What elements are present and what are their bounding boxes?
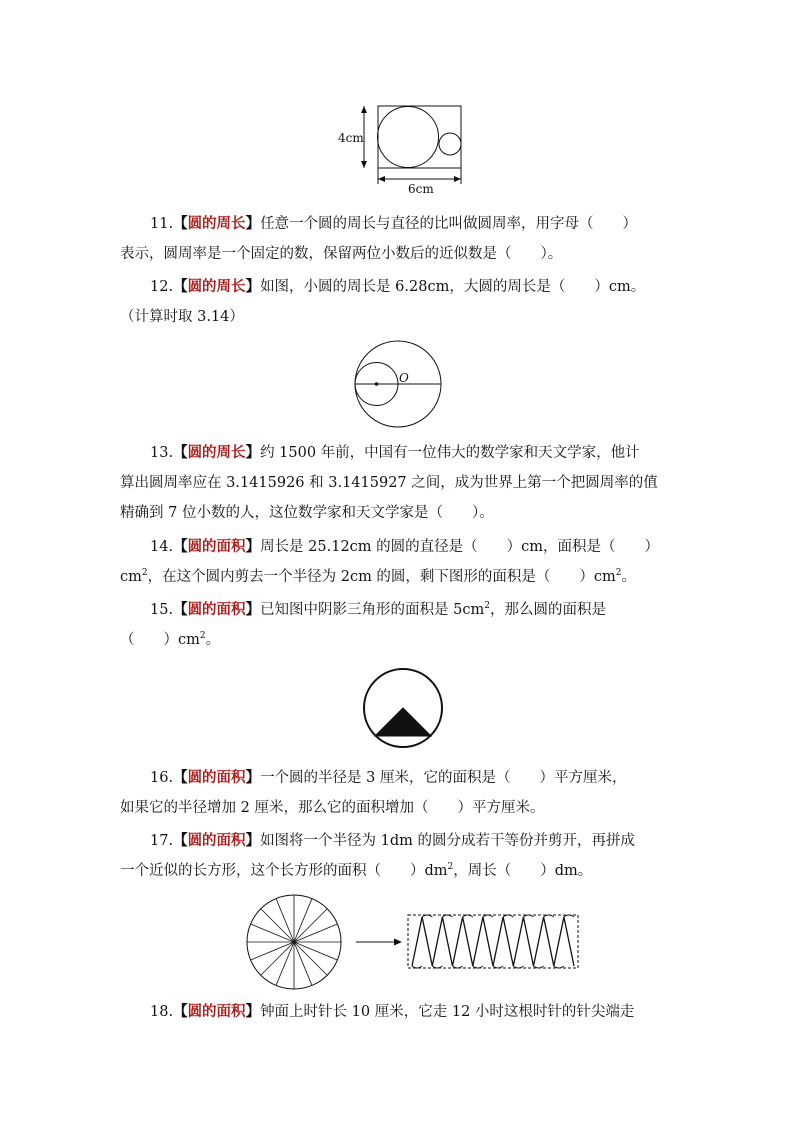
question-number: 17. xyxy=(150,833,174,849)
question-text: cm xyxy=(120,569,142,585)
question-text: 如图，小圆的周长是 6.28cm，大圆的周长是（ ）cm。 xyxy=(260,279,646,295)
superscript: 2 xyxy=(199,631,206,642)
height-label: 4cm xyxy=(338,131,364,145)
question-number: 15. xyxy=(150,602,174,618)
question-text: 约 1500 年前，中国有一位伟大的数学家和天文学家，他计 xyxy=(260,445,640,461)
circle-to-rectangle-figure xyxy=(240,890,590,990)
topic-tag: 圆的周长 xyxy=(187,215,246,232)
question-text: 如图将一个半径为 1dm 的圆分成若干等份并剪开，再拼成 xyxy=(260,833,636,849)
question-number: 12. xyxy=(150,279,174,295)
question-number: 16. xyxy=(150,770,174,786)
question-text: （计算时取 3.14） xyxy=(120,309,244,325)
question-text: 如果它的半径增加 2 厘米，那么它的面积增加（ ）平方厘米。 xyxy=(120,800,545,816)
question-18: 18.【圆的面积】钟面上时针长 10 厘米，它走 12 小时这根时针的针尖端走 xyxy=(150,1003,635,1020)
topic-tag: 圆的面积 xyxy=(187,538,246,555)
question-text: ，那么圆的面积是 xyxy=(490,602,607,618)
topic-tag: 圆的周长 xyxy=(187,278,246,295)
question-12: 12.【圆的周长】如图，小圆的周长是 6.28cm，大圆的周长是（ ）cm。 （计算时取 3.14） xyxy=(120,272,680,332)
approx-rectangle xyxy=(408,915,578,968)
question-number: 11. xyxy=(150,216,174,232)
topic-tag: 圆的面积 xyxy=(187,832,246,849)
question-text: 一个近似的长方形，这个长方形的面积（ ）dm xyxy=(120,863,448,879)
question-text: 。 xyxy=(205,632,221,648)
question-number: 13. xyxy=(150,445,174,461)
rectangle-two-circles-figure xyxy=(330,98,470,196)
question-text: 已知图中阴影三角形的面积是 5cm xyxy=(260,602,485,618)
superscript: 2 xyxy=(447,862,454,873)
arrow xyxy=(356,939,402,946)
superscript: 2 xyxy=(615,568,622,579)
question-text: 。 xyxy=(621,569,637,585)
question-text: 一个圆的半径是 3 厘米，它的面积是（ ）平方厘米， xyxy=(260,770,627,786)
question-text: 精确到 7 位小数的人，这位数学家和天文学家是（ ）。 xyxy=(120,505,494,521)
topic-tag: 圆的面积 xyxy=(187,601,246,618)
circle-shaded-triangle-figure xyxy=(361,666,445,750)
superscript: 2 xyxy=(141,568,148,579)
width-label: 6cm xyxy=(408,182,434,196)
question-text: 任意一个圆的周长与直径的比叫做圆周率，用字母（ ） xyxy=(260,216,638,232)
question-number: 14. xyxy=(150,539,174,555)
topic-tag: 圆的面积 xyxy=(187,1003,246,1020)
question-14: 14.【圆的面积】周长是 25.12cm 的圆的直径是（ ）cm，面积是（ ） $cm^2$，在这个圆内剪去一个半径为 2cm 的圆，剩下图形的面积是（ ）$cm^2$。 xyxy=(120,538,660,585)
superscript: 2 xyxy=(484,601,491,612)
question-text: 周长是 25.12cm 的圆的直径是（ ）cm，面积是（ ） xyxy=(260,539,660,555)
question-number: 18. xyxy=(150,1004,174,1020)
question-15: 15.【圆的面积】已知图中阴影三角形的面积是 $5cm^2$，那么圆的面积是 （ ）$cm^2$。 xyxy=(120,601,607,648)
topic-tag: 圆的面积 xyxy=(187,769,246,786)
question-16: 16.【圆的面积】一个圆的半径是 3 厘米，它的面积是（ ）平方厘米， 如果它的半径增加 2 厘米，那么它的面积增加（ ）平方厘米。 xyxy=(120,763,680,823)
question-text: （ ）cm xyxy=(120,632,200,648)
question-text: 钟面上时针长 10 厘米，它走 12 小时这根时针的针尖端走 xyxy=(260,1004,635,1020)
center-label: O xyxy=(399,371,409,385)
question-13: 13.【圆的周长】约 1500 年前，中国有一位伟大的数学家和天文学家，他计 算出圆周率应在 3.1415926 和 3.1415927 之间，成为世界上第一个把圆周率的值 精确到 7 位小数的人，这位数学家和天文学家是（ ）。 xyxy=(120,438,680,528)
question-11: 11.【圆的周长】任意一个圆的周长与直径的比叫做圆周率，用字母（ ） 表示，圆周率是一个固定的数，保留两位小数后的近似数是（ ）。 xyxy=(120,209,680,269)
topic-tag: 圆的周长 xyxy=(187,444,246,461)
question-text: ，在这个圆内剪去一个半径为 2cm 的圆，剩下图形的面积是（ ）cm xyxy=(147,569,616,585)
question-17: 17.【圆的面积】如图将一个半径为 1dm 的圆分成若干等份并剪开，再拼成 一个近似的长方形，这个长方形的面积（ ）$dm^2$，周长（ ）dm。 xyxy=(120,832,636,879)
divided-circle xyxy=(247,895,341,989)
question-text: 算出圆周率应在 3.1415926 和 3.1415927 之间，成为世界上第一个把圆周率的值 xyxy=(120,475,658,491)
question-text: 表示，圆周率是一个固定的数，保留两位小数后的近似数是（ ）。 xyxy=(120,246,563,262)
question-text: ，周长（ ）dm。 xyxy=(453,863,593,879)
two-circles-figure xyxy=(352,338,444,430)
